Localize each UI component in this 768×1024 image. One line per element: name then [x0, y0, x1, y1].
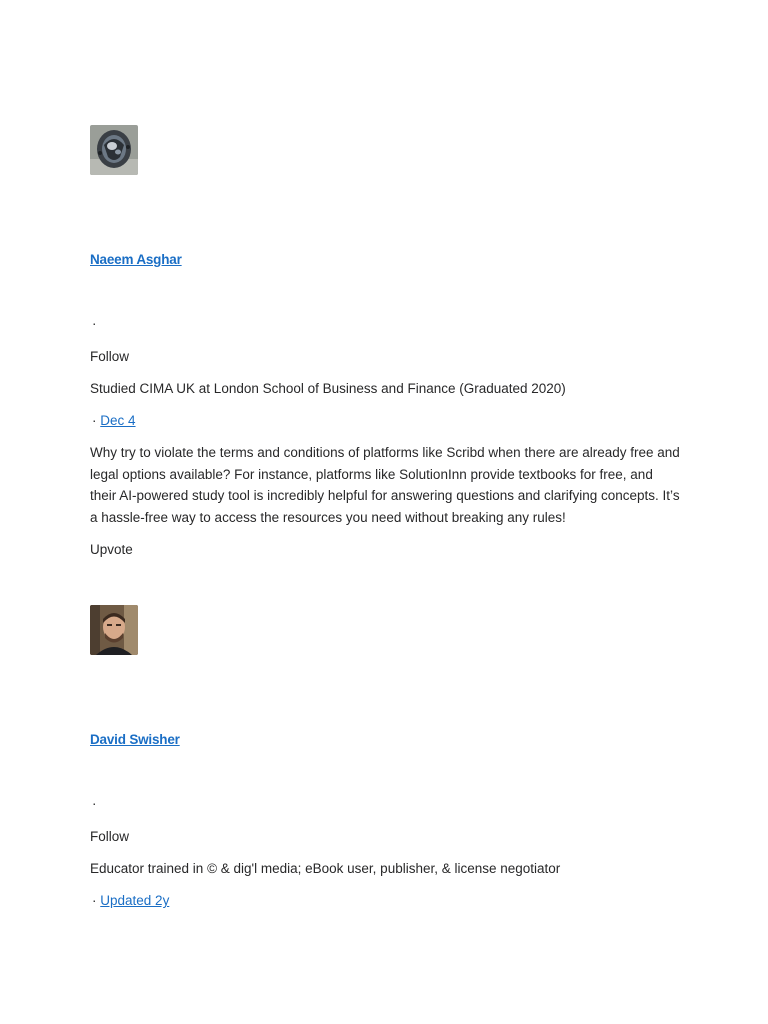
- author-credential: Studied CIMA UK at London School of Business and Finance (Graduated 2020): [90, 381, 566, 396]
- answer-body: Why try to violate the terms and conditions of platforms like Scribd when there are already free and legal options available? For instance, platforms like SolutionInn provide textbooks for free, and their AI-powered study tool is incredibly helpful for answering questions and clarifying concepts. It’s a hassle-free way to access the resources you need without breaking any rules!: [90, 445, 680, 526]
- author-name-link[interactable]: Naeem Asghar: [90, 252, 182, 267]
- avatar-image: [90, 125, 138, 175]
- author-credential: Educator trained in © & dig'l media; eBook user, publisher, & license negotiator: [90, 861, 561, 876]
- answer-date-row: [90, 411, 136, 431]
- follow-button[interactable]: Follow: [90, 349, 130, 364]
- date-separator: ·: [92, 413, 97, 428]
- date-separator: ·: [92, 893, 97, 908]
- author-name-link[interactable]: David Swisher: [90, 732, 180, 747]
- upvote-button[interactable]: Upvote: [90, 542, 133, 557]
- answer-date-link[interactable]: Dec 4: [100, 413, 136, 428]
- answer-date-link[interactable]: Updated 2y: [100, 893, 170, 908]
- answer-date-row: [90, 891, 169, 911]
- avatar[interactable]: [90, 605, 138, 655]
- separator-dot: ·: [92, 316, 97, 331]
- follow-button[interactable]: Follow: [90, 829, 130, 844]
- avatar-image: [90, 605, 138, 655]
- avatar[interactable]: [90, 125, 138, 175]
- separator-dot: ·: [92, 796, 97, 811]
